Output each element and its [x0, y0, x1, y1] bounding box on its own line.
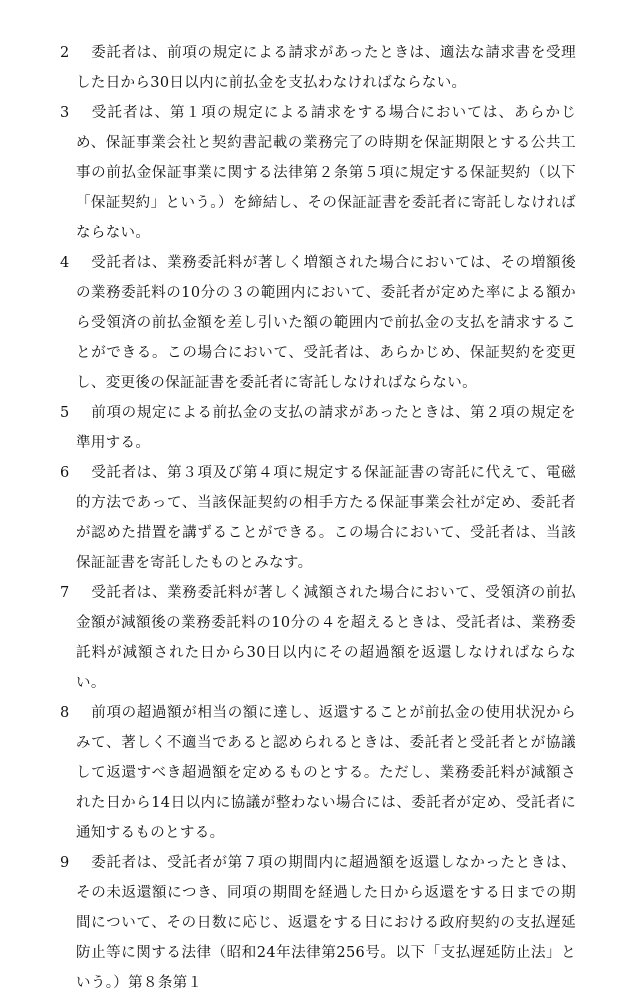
paragraph-number: 6 [60, 465, 70, 481]
paragraph-text: 受託者は、第１項の規定による請求をする場合においては、あらかじめ、保証事業会社と契約書記載の業務完了の時期を保証期限とする公共工事の前払金保証事業に関する法律第２条第５項に規定する保証契約（以下「保証契約」という。）を締結し、その保証証書を委託者に寄託しなければならない。 [76, 105, 576, 241]
paragraph-5 [60, 398, 576, 458]
paragraph-7 [60, 578, 576, 698]
paragraph-6 [60, 458, 576, 578]
paragraph-number: 2 [60, 45, 70, 61]
paragraph-4 [60, 248, 576, 398]
paragraph-number: 8 [60, 705, 70, 721]
paragraph-text: 委託者は、受託者が第７項の期間内に超過額を返還しなかったときは、その未返還額につき、同項の期間を経過した日から返還をする日までの期間について、その日数に応じ、返還をする日における政府契約の支払遅延防止等に関する法律（昭和24年法律第256号。以下「支払遅延防止法」という。）第８条第１ [76, 855, 576, 991]
paragraph-number: 4 [60, 255, 70, 271]
paragraph-number: 7 [60, 585, 70, 601]
paragraph-9 [60, 848, 576, 998]
paragraph-text: 前項の規定による前払金の支払の請求があったときは、第２項の規定を準用する。 [76, 405, 576, 451]
paragraph-text: 受託者は、業務委託料が著しく増額された場合においては、その増額後の業務委託料の10分の３の範囲内において、委託者が定めた率による額から受領済の前払金額を差し引いた額の範囲内で前払金の支払を請求することができる。この場合において、受託者は、あらかじめ、保証契約を変更し、変更後の保証証書を委託者に寄託しなければならない。 [76, 255, 576, 391]
paragraph-3 [60, 98, 576, 248]
paragraph-text: 受託者は、第３項及び第４項に規定する保証証書の寄託に代えて、電磁的方法であって、当該保証契約の相手方たる保証事業会社が定め、委託者が認めた措置を講ずることができる。この場合において、受託者は、当該保証証書を寄託したものとみなす。 [76, 465, 576, 571]
paragraph-text: 受託者は、業務委託料が著しく減額された場合において、受領済の前払金額が減額後の業務委託料の10分の４を超えるときは、受託者は、業務委託料が減額された日から30日以内にその超過額を返還しなければならない。 [76, 585, 576, 691]
paragraph-8 [60, 698, 576, 848]
paragraph-text: 前項の超過額が相当の額に達し、返還することが前払金の使用状況からみて、著しく不適当であると認められるときは、委託者と受託者とが協議して返還すべき超過額を定めるものとする。ただし、業務委託料が減額された日から14日以内に協議が整わない場合には、委託者が定め、受託者に通知するものとする。 [76, 705, 576, 841]
paragraph-number: 3 [60, 105, 70, 121]
paragraph-number: 9 [60, 855, 70, 871]
paragraph-text: 委託者は、前項の規定による請求があったときは、適法な請求書を受理した日から30日以内に前払金を支払わなければならない。 [76, 45, 576, 91]
paragraph-2 [60, 38, 576, 98]
paragraph-number: 5 [60, 405, 70, 421]
document-body [60, 38, 576, 998]
